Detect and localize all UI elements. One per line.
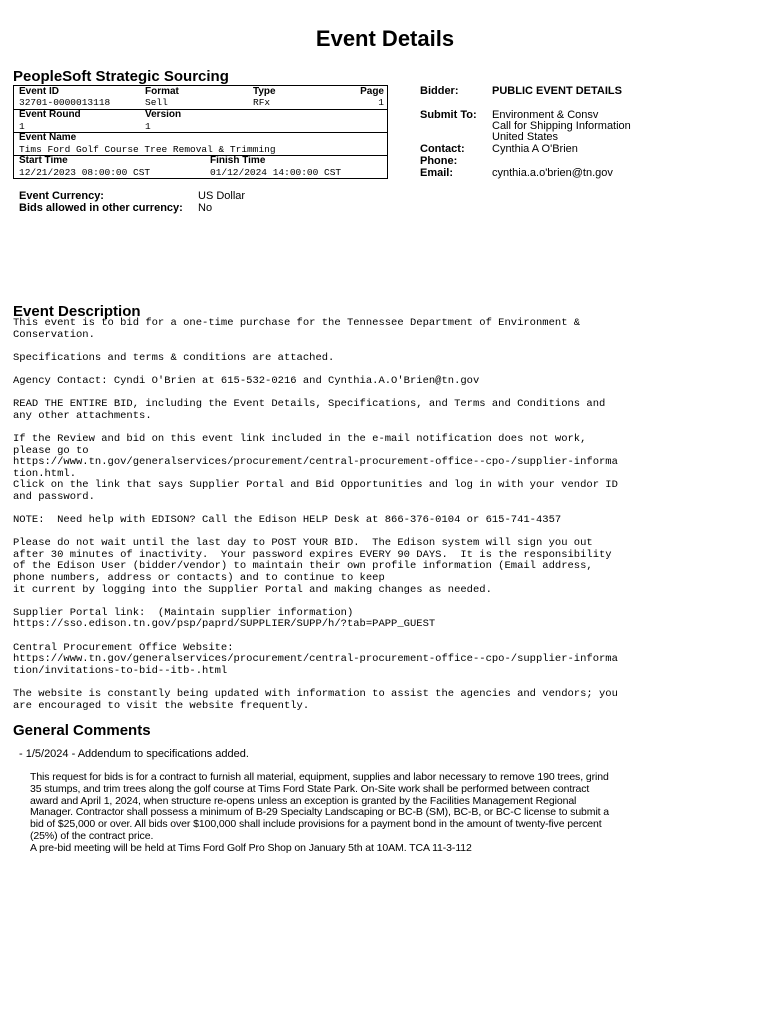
page-value: 1 bbox=[378, 97, 384, 108]
bidder-value: PUBLIC EVENT DETAILS bbox=[492, 85, 622, 97]
general-comments-body bbox=[30, 772, 610, 866]
format-value: Sell bbox=[145, 97, 168, 108]
event-currency-label: Event Currency: bbox=[19, 190, 104, 202]
event-description-body bbox=[13, 318, 693, 724]
description-paragraph: The website is constantly being updated with information to assist the agencies and vendors; you are encouraged to visit the website frequently. bbox=[13, 688, 618, 712]
start-time-value: 12/21/2023 08:00:00 CST bbox=[19, 167, 151, 178]
description-paragraph: This event is to bid for a one-time purchase for the Tennessee Department of Environment & Conservation. bbox=[13, 317, 581, 341]
format-label: Format bbox=[145, 86, 179, 97]
finish-time-value: 01/12/2024 14:00:00 CST bbox=[210, 167, 342, 178]
type-value: RFx bbox=[253, 97, 271, 108]
submit-to-label: Submit To: bbox=[420, 109, 477, 121]
description-paragraph: Agency Contact: Cyndi O'Brien at 615-532-0216 and Cynthia.A.O'Brien@tn.gov bbox=[13, 374, 480, 387]
submit-to-line: United States bbox=[492, 131, 559, 143]
page-label: Page bbox=[360, 86, 384, 97]
submit-to-line: Environment & Consv bbox=[492, 109, 599, 121]
description-paragraph: Please do not wait until the last day to POST YOUR BID. The Edison system will sign you out after 30 minutes of inactivity. Your password expires EVERY 90 DAYS. It is the responsibility of the Edison User (bidder/vendor) to maintain their own profile information (Email address, phone numbers, address or contacts) and to continue to keep it current by logging into the Supplier Portal and making changes as needed. bbox=[13, 537, 612, 596]
email-label: Email: bbox=[420, 167, 454, 179]
event-currency-value: US Dollar bbox=[198, 190, 246, 202]
general-comments-heading: General Comments bbox=[13, 722, 151, 739]
other-currency-label: Bids allowed in other currency: bbox=[19, 202, 183, 214]
event-name-value: Tims Ford Golf Course Tree Removal & Trimming bbox=[19, 144, 276, 155]
contact-value: Cynthia A O'Brien bbox=[492, 143, 578, 155]
description-paragraph: If the Review and bid on this event link included in the e-mail notification does not work, please go to https://www.tn.gov/generalservices/procurement/central-procurement-office--cpo-/supplier-informa tion.html. Click on the link that says Supplier Portal and Bid Opportunities and log in with your vendor ID and password. bbox=[13, 432, 618, 503]
version-label: Version bbox=[145, 109, 182, 120]
page-title: Event Details bbox=[315, 26, 455, 51]
type-label: Type bbox=[253, 86, 276, 97]
bidder-label: Bidder: bbox=[420, 85, 459, 97]
email-value: cynthia.a.o'brien@tn.gov bbox=[492, 167, 613, 179]
event-round-value: 1 bbox=[19, 121, 25, 132]
description-paragraph: Central Procurement Office Website: https://www.tn.gov/generalservices/procurement/central-procurement-office--cpo-/supplier-informa tion/invitations-to-bid--itb-.html bbox=[13, 641, 618, 677]
org-heading: PeopleSoft Strategic Sourcing bbox=[13, 68, 229, 85]
other-currency-value: No bbox=[198, 202, 213, 214]
version-value: 1 bbox=[145, 121, 151, 132]
divider bbox=[14, 155, 387, 156]
event-id-value: 32701-0000013118 bbox=[19, 97, 111, 108]
phone-label: Phone: bbox=[420, 155, 458, 167]
event-id-label: Event ID bbox=[19, 86, 60, 97]
addendum-note: - 1/5/2024 - Addendum to specifications added. bbox=[19, 748, 249, 760]
description-paragraph: Specifications and terms & conditions are attached. bbox=[13, 351, 335, 364]
contact-label: Contact: bbox=[420, 143, 465, 155]
event-round-label: Event Round bbox=[19, 109, 81, 120]
event-description-heading: Event Description bbox=[13, 303, 141, 320]
start-time-label: Start Time bbox=[19, 155, 68, 166]
event-name-label: Event Name bbox=[19, 132, 77, 143]
submit-to-line: Call for Shipping Information bbox=[492, 120, 631, 132]
finish-time-label: Finish Time bbox=[210, 155, 266, 166]
comment-paragraph: This request for bids is for a contract to furnish all material, equipment, supplies and labor necessary to remove 190 trees, grind 35 stumps, and trim trees along the golf course at Tims Ford State Park. On-Site work shall be performed between contract award and April 1, 2024, when structure re-opens unless an exception is granted by the Facilities Management Regional Manager. Contractor shall possess a minimum of B-29 Specialty Landscaping or BC-B (SM), BC-B, or BC-C license to submit a bid of $25,000 or over. All bids over $100,000 shall include provisions for a payment bond in the amount of twenty-five percent (25%) of the contract price. bbox=[30, 771, 610, 842]
description-paragraph: READ THE ENTIRE BID, including the Event Details, Specifications, and Terms and Conditions and any other attachments. bbox=[13, 398, 606, 422]
description-paragraph: NOTE: Need help with EDISON? Call the Edison HELP Desk at 866-376-0104 or 615-741-4357 bbox=[13, 514, 562, 527]
event-header-box bbox=[13, 85, 388, 179]
comment-paragraph: A pre-bid meeting will be held at Tims Ford Golf Pro Shop on January 5th at 10AM. TCA 11-3-112 bbox=[30, 841, 472, 854]
description-paragraph: Supplier Portal link: (Maintain supplier information) https://sso.edison.tn.gov/psp/paprd/SUPPLIER/SUPP/h/?tab=PAPP_GUEST bbox=[13, 606, 436, 631]
